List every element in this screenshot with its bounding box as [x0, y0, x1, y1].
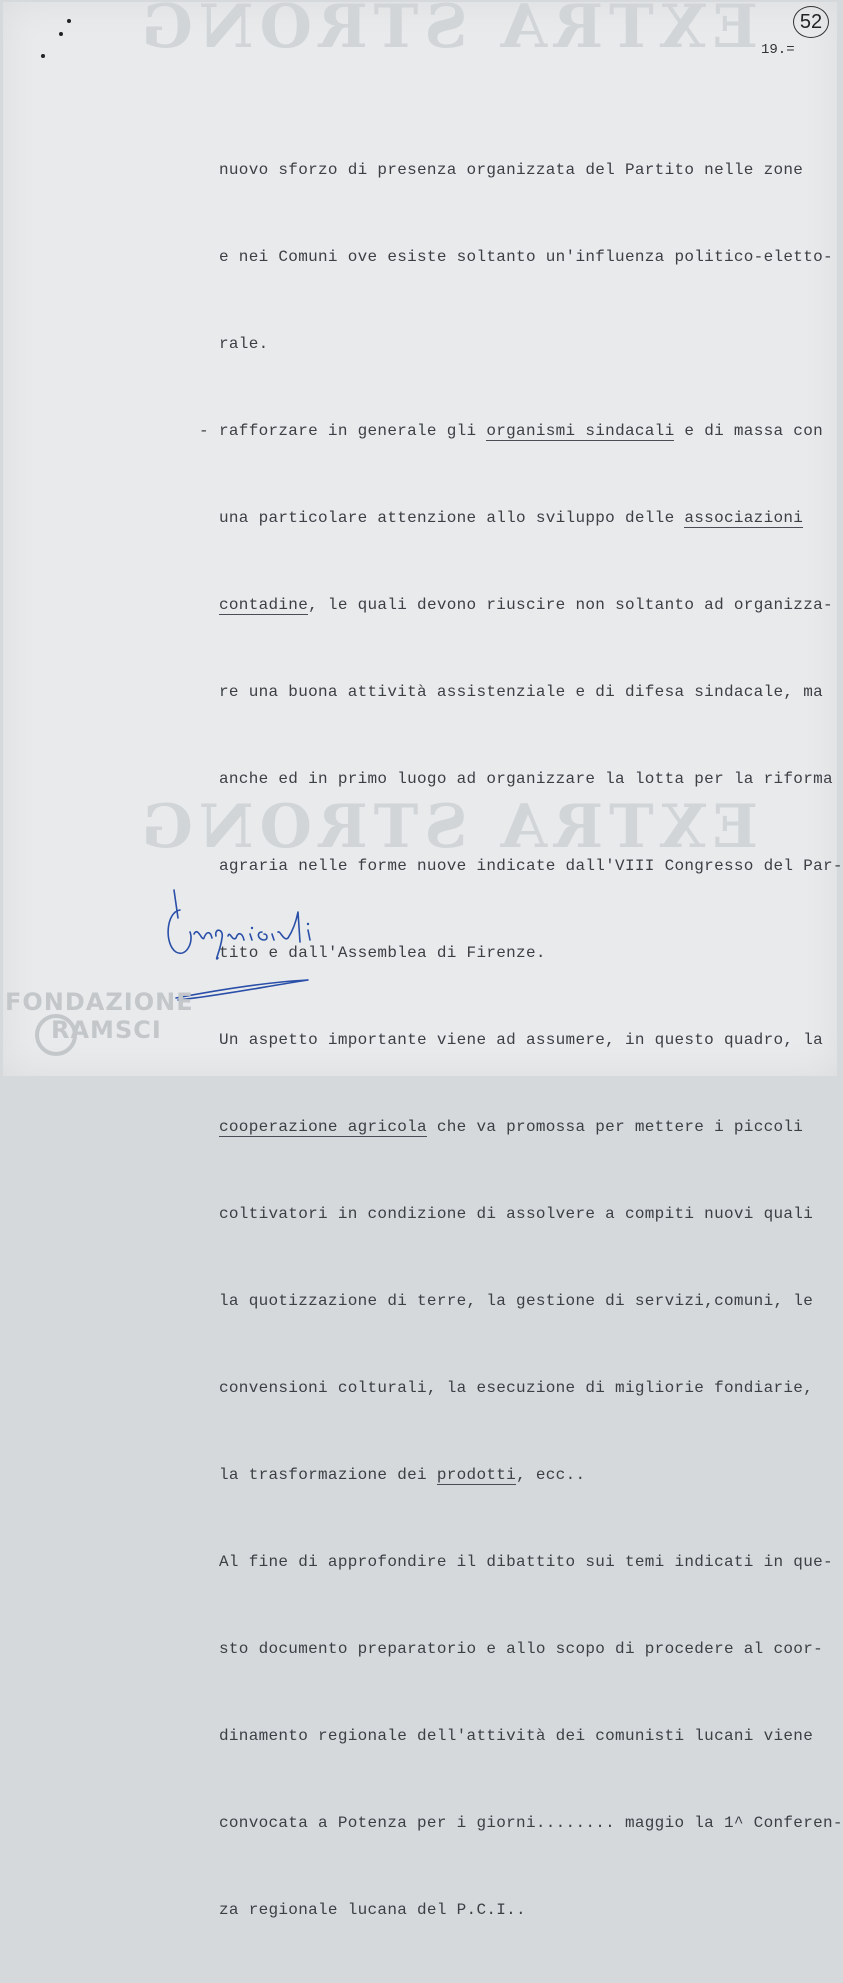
text-line: coltivatori in condizione di assolvere a compiti nuovi quali: [219, 1205, 814, 1223]
text-line: cooperazione agricola che va promossa per mettere i piccoli: [219, 1118, 804, 1136]
text-line-bullet: [199, 417, 839, 446]
text-line: e nei Comuni ove esiste soltanto un'influenza politico-eletto-: [219, 248, 833, 266]
bullet-dash: -: [199, 422, 209, 440]
text-line: una particolare attenzione allo sviluppo delle associazioni: [219, 509, 804, 527]
text-line: convocata a Potenza per i giorni........ maggio la 1^ Conferen-: [219, 1814, 843, 1832]
margin-mark: [41, 54, 45, 58]
text-line: Al fine di approfondire il dibattito sui temi indicati in que-: [219, 1553, 833, 1571]
text-line: tito e dall'Assemblea di Firenze.: [219, 944, 546, 962]
text-line: za regionale lucana del P.C.I..: [219, 1901, 526, 1919]
underlined-term: contadine: [219, 596, 309, 614]
text-line: la quotizzazione di terre, la gestione di servizi,comuni, le: [219, 1292, 814, 1310]
margin-mark: [67, 19, 71, 23]
underlined-term: associazioni: [684, 509, 804, 527]
folio-number: 52: [793, 6, 829, 38]
underlined-term: prodotti: [436, 1466, 517, 1484]
logo-g-mark: [35, 1014, 77, 1056]
text-line-content: rafforzare in generale gli organismi sindacali e di massa con: [219, 422, 824, 440]
text-line: nuovo sforzo di presenza organizzata del Partito nelle zone: [219, 161, 804, 179]
underlined-term: cooperazione agricola: [219, 1118, 427, 1136]
text-line: re una buona attività assistenziale e di difesa sindacale, ma: [219, 683, 823, 701]
logo-line-2: RAMSCI: [51, 1016, 162, 1044]
logo-line-1: FONDAZIONE: [5, 988, 194, 1016]
text-line: convensioni colturali, la esecuzione di migliorie fondiarie,: [219, 1379, 814, 1397]
margin-mark: [59, 32, 63, 36]
text-line: dinamento regionale dell'attività dei comunisti lucani viene: [219, 1727, 814, 1745]
text-line: agraria nelle forme nuove indicate dall'VIII Congresso del Par-: [219, 857, 843, 875]
text-line: Un aspetto importante viene ad assumere, in questo quadro, la: [219, 1031, 823, 1049]
text-line: contadine, le quali devono riuscire non soltanto ad organizza-: [219, 596, 833, 614]
text-line: sto documento preparatorio e allo scopo di procedere al coor-: [219, 1640, 823, 1658]
watermark-top: EXTRA STRONG: [135, 0, 758, 62]
text-line: anche ed in primo luogo ad organizzare la lotta per la riforma: [219, 770, 833, 788]
body-text: [199, 98, 843, 1983]
underlined-term: organismi sindacali: [486, 422, 675, 440]
archive-logo: [5, 988, 194, 1044]
watermark-middle: EXTRA STRONG: [135, 792, 758, 862]
text-line: rale.: [219, 335, 269, 353]
text-line: la trasformazione dei prodotti, ecc..: [219, 1466, 586, 1484]
document-page: [3, 0, 843, 1919]
page-number: 19.=: [761, 42, 795, 58]
